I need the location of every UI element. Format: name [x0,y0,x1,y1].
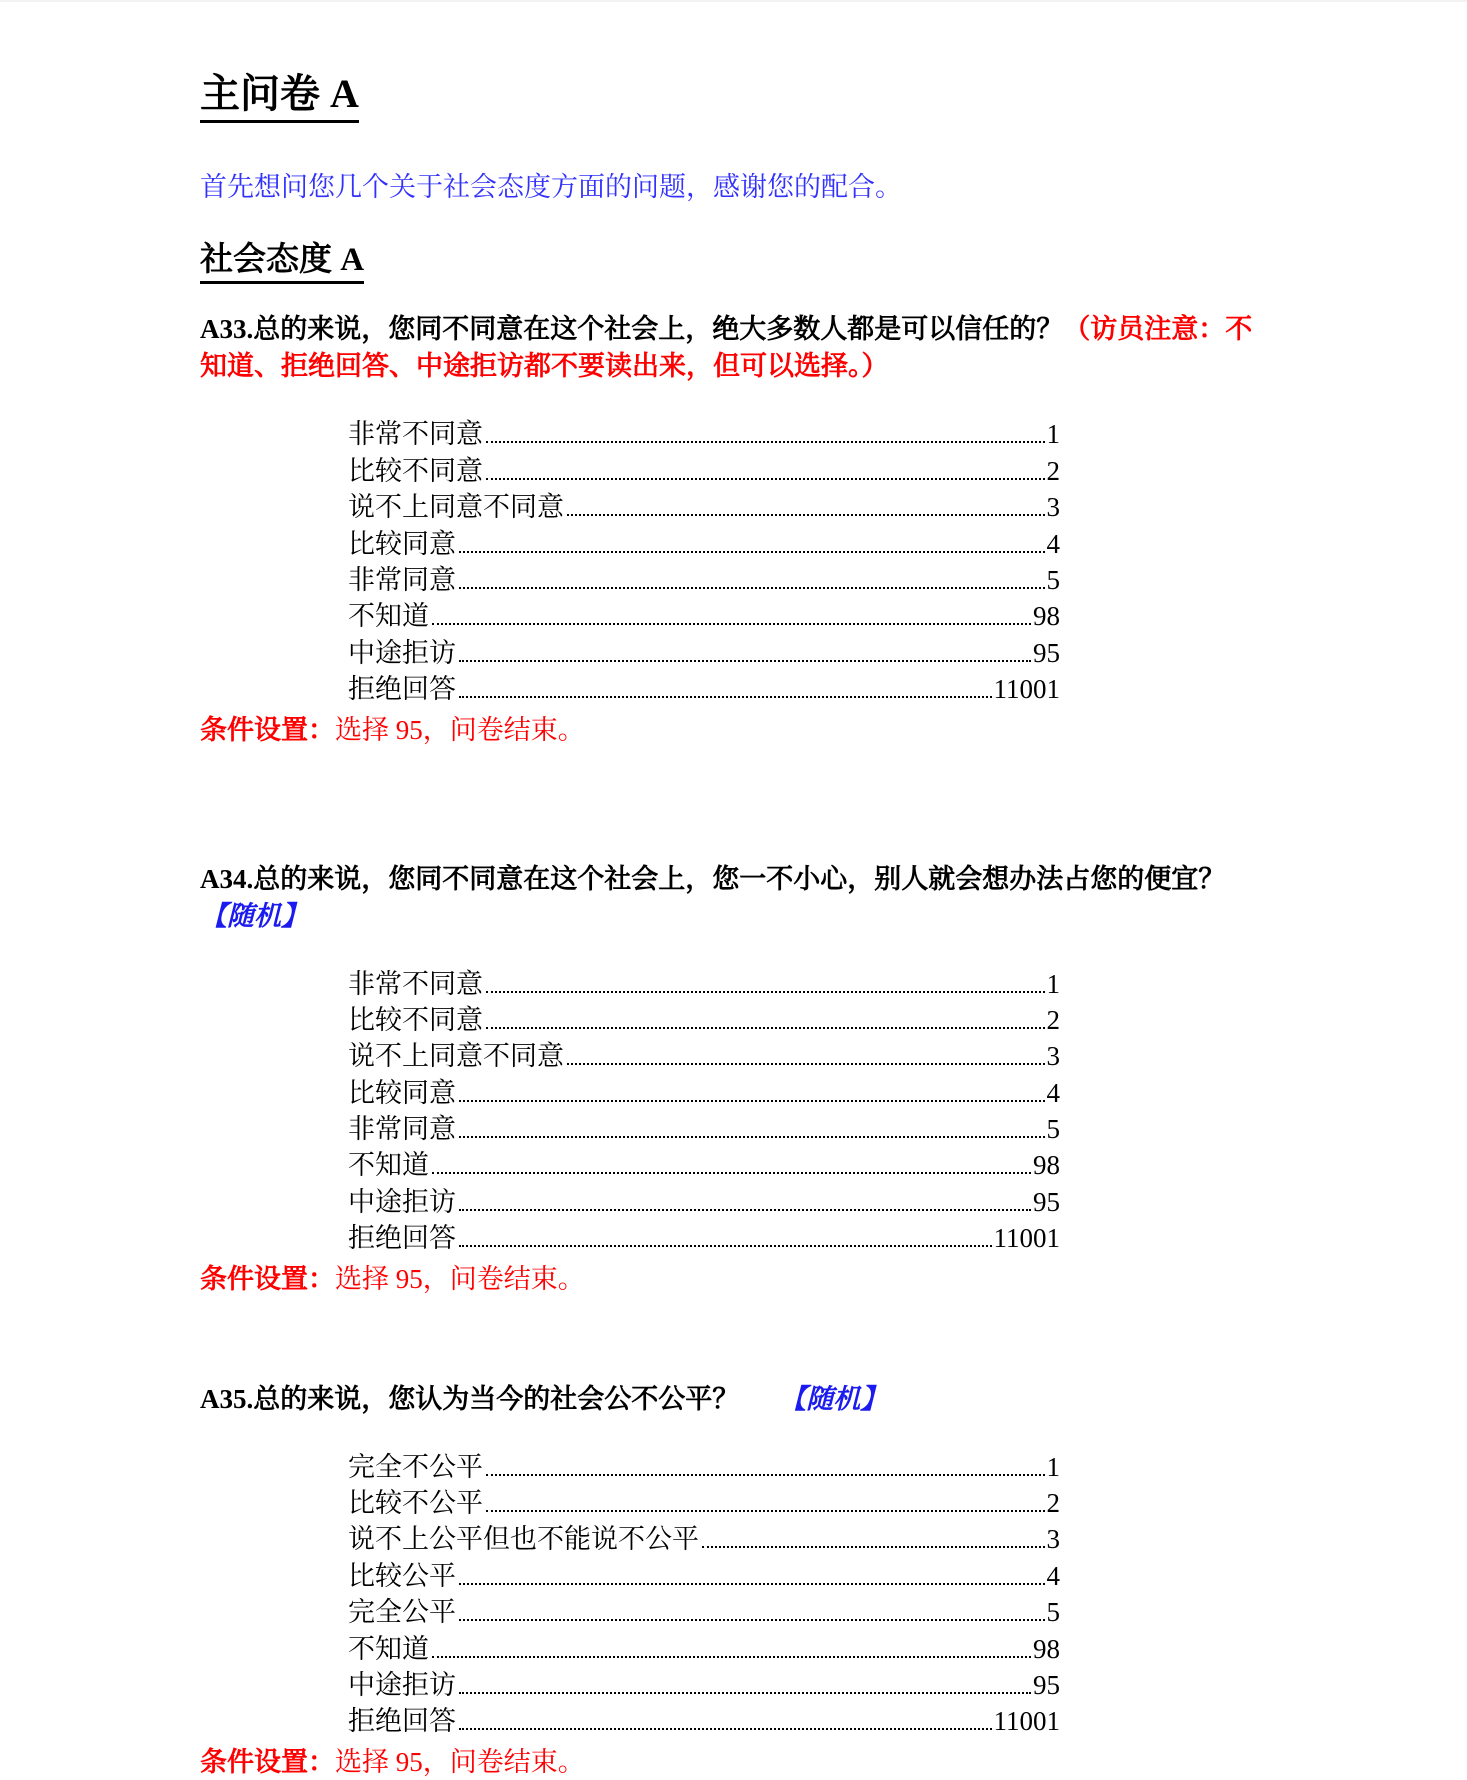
option-value: 98 [1033,1633,1060,1664]
option-label: 不知道 [348,601,429,632]
question-block-a35 [200,1381,1265,1780]
section-heading-text: 社会态度 A [200,233,364,284]
random-tag: 【随机】 [779,1383,888,1414]
dot-leader [486,478,1045,480]
condition-label: 条件设置： [200,1746,335,1777]
option-label: 非常同意 [348,1114,456,1145]
option-row [348,485,1060,521]
option-value: 4 [1046,528,1060,559]
dot-leader [459,587,1045,589]
option-label: 说不上公平但也不能说不公平 [348,1524,699,1555]
options-list [348,1445,1060,1736]
option-value: 3 [1046,1524,1060,1555]
dot-leader [459,1209,1031,1211]
option-value: 98 [1033,1150,1060,1181]
dot-leader [702,1546,1045,1548]
option-row [348,522,1060,558]
option-row [348,998,1060,1034]
section-heading [200,233,1265,284]
option-value: 1 [1046,968,1060,999]
option-value: 5 [1046,564,1060,595]
option-value: 4 [1046,1560,1060,1591]
question-block-a34 [200,861,1265,1297]
question-text [200,861,1265,935]
option-row [348,594,1060,630]
question-stem: A35.总的来说，您认为当今的社会公不公平？ [200,1383,740,1414]
option-value: 1 [1046,419,1060,450]
option-row [348,1034,1060,1070]
option-label: 完全公平 [348,1597,456,1628]
option-row [348,1699,1060,1735]
option-row [348,1180,1060,1216]
dot-leader [459,660,1031,662]
option-label: 比较不同意 [348,455,483,486]
option-label: 非常不同意 [348,968,483,999]
dot-leader [459,1619,1045,1621]
option-row [348,1590,1060,1626]
question-text [200,311,1265,385]
option-value: 98 [1033,601,1060,632]
option-row [348,667,1060,703]
option-value: 4 [1046,1077,1060,1108]
option-value: 1 [1046,1451,1060,1482]
dot-leader [486,1510,1045,1512]
option-value: 2 [1046,455,1060,486]
option-value: 11001 [993,1223,1060,1254]
option-label: 比较公平 [348,1560,456,1591]
option-value: 5 [1046,1114,1060,1145]
dot-leader [459,1245,992,1247]
question-block-a33 [200,311,1265,747]
option-value: 11001 [993,1706,1060,1737]
option-row [348,412,1060,448]
question-stem: A34.总的来说，您同不同意在这个社会上，您一不小心，别人就会想办法占您的便宜？ [200,863,1226,894]
option-value: 95 [1033,1186,1060,1217]
option-label: 中途拒访 [348,1186,456,1217]
dot-leader [567,514,1045,516]
option-label: 完全不公平 [348,1451,483,1482]
option-row [348,1071,1060,1107]
interviewer-note: （访员注意：不知道、拒绝回答、中途拒访都不要读出来，但可以选择。） [200,314,1253,382]
condition-line [200,1744,1265,1780]
dot-leader [459,696,992,698]
option-label: 拒绝回答 [348,674,456,705]
option-label: 中途拒访 [348,637,456,668]
option-row [348,1627,1060,1663]
dot-leader [486,1027,1045,1029]
intro-text: 首先想问您几个关于社会态度方面的问题，感谢您的配合。 [200,172,902,202]
option-value: 11001 [993,674,1060,705]
dot-leader [459,1692,1031,1694]
option-label: 说不上同意不同意 [348,1041,564,1072]
options-list [348,412,1060,703]
option-label: 比较不公平 [348,1488,483,1519]
option-row [348,1663,1060,1699]
option-label: 拒绝回答 [348,1223,456,1254]
option-value: 95 [1033,637,1060,668]
condition-line [200,712,1265,748]
page-title [200,62,1265,123]
option-row [348,1445,1060,1481]
dot-leader [486,441,1045,443]
option-row [348,631,1060,667]
option-label: 不知道 [348,1633,429,1664]
dot-leader [459,1728,992,1730]
dot-leader [432,623,1031,625]
option-label: 中途拒访 [348,1669,456,1700]
option-label: 比较同意 [348,1077,456,1108]
option-value: 2 [1046,1004,1060,1035]
question-text [200,1381,1265,1418]
option-row [348,1517,1060,1553]
dot-leader [486,991,1045,993]
option-row [348,962,1060,998]
dot-leader [459,1136,1045,1138]
condition-text: 选择 95，问卷结束。 [335,714,585,745]
options-list [348,962,1060,1253]
option-row [348,1554,1060,1590]
condition-line [200,1261,1265,1297]
condition-text: 选择 95，问卷结束。 [335,1746,585,1777]
questionnaire-page [0,62,1265,1780]
dot-leader [432,1172,1031,1174]
option-value: 2 [1046,1488,1060,1519]
condition-text: 选择 95，问卷结束。 [335,1263,585,1294]
option-row [348,1143,1060,1179]
option-label: 比较同意 [348,528,456,559]
option-row [348,1481,1060,1517]
option-row [348,449,1060,485]
option-label: 非常不同意 [348,419,483,450]
option-row [348,1107,1060,1143]
random-tag: 【随机】 [200,900,308,931]
condition-label: 条件设置： [200,714,335,745]
option-label: 非常同意 [348,564,456,595]
page-title-text: 主问卷 A [200,62,359,123]
option-label: 说不上同意不同意 [348,492,564,523]
dot-leader [486,1474,1045,1476]
option-value: 5 [1046,1597,1060,1628]
option-value: 3 [1046,1041,1060,1072]
option-value: 3 [1046,492,1060,523]
condition-label: 条件设置： [200,1263,335,1294]
dot-leader [567,1063,1045,1065]
dot-leader [459,1583,1045,1585]
question-stem: A33.总的来说，您同不同意在这个社会上，绝大多数人都是可以信任的？ [200,314,1064,345]
dot-leader [459,551,1045,553]
option-label: 不知道 [348,1150,429,1181]
option-value: 95 [1033,1669,1060,1700]
dot-leader [432,1656,1031,1658]
option-label: 拒绝回答 [348,1706,456,1737]
option-row [348,1216,1060,1252]
option-label: 比较不同意 [348,1004,483,1035]
option-row [348,558,1060,594]
dot-leader [459,1100,1045,1102]
